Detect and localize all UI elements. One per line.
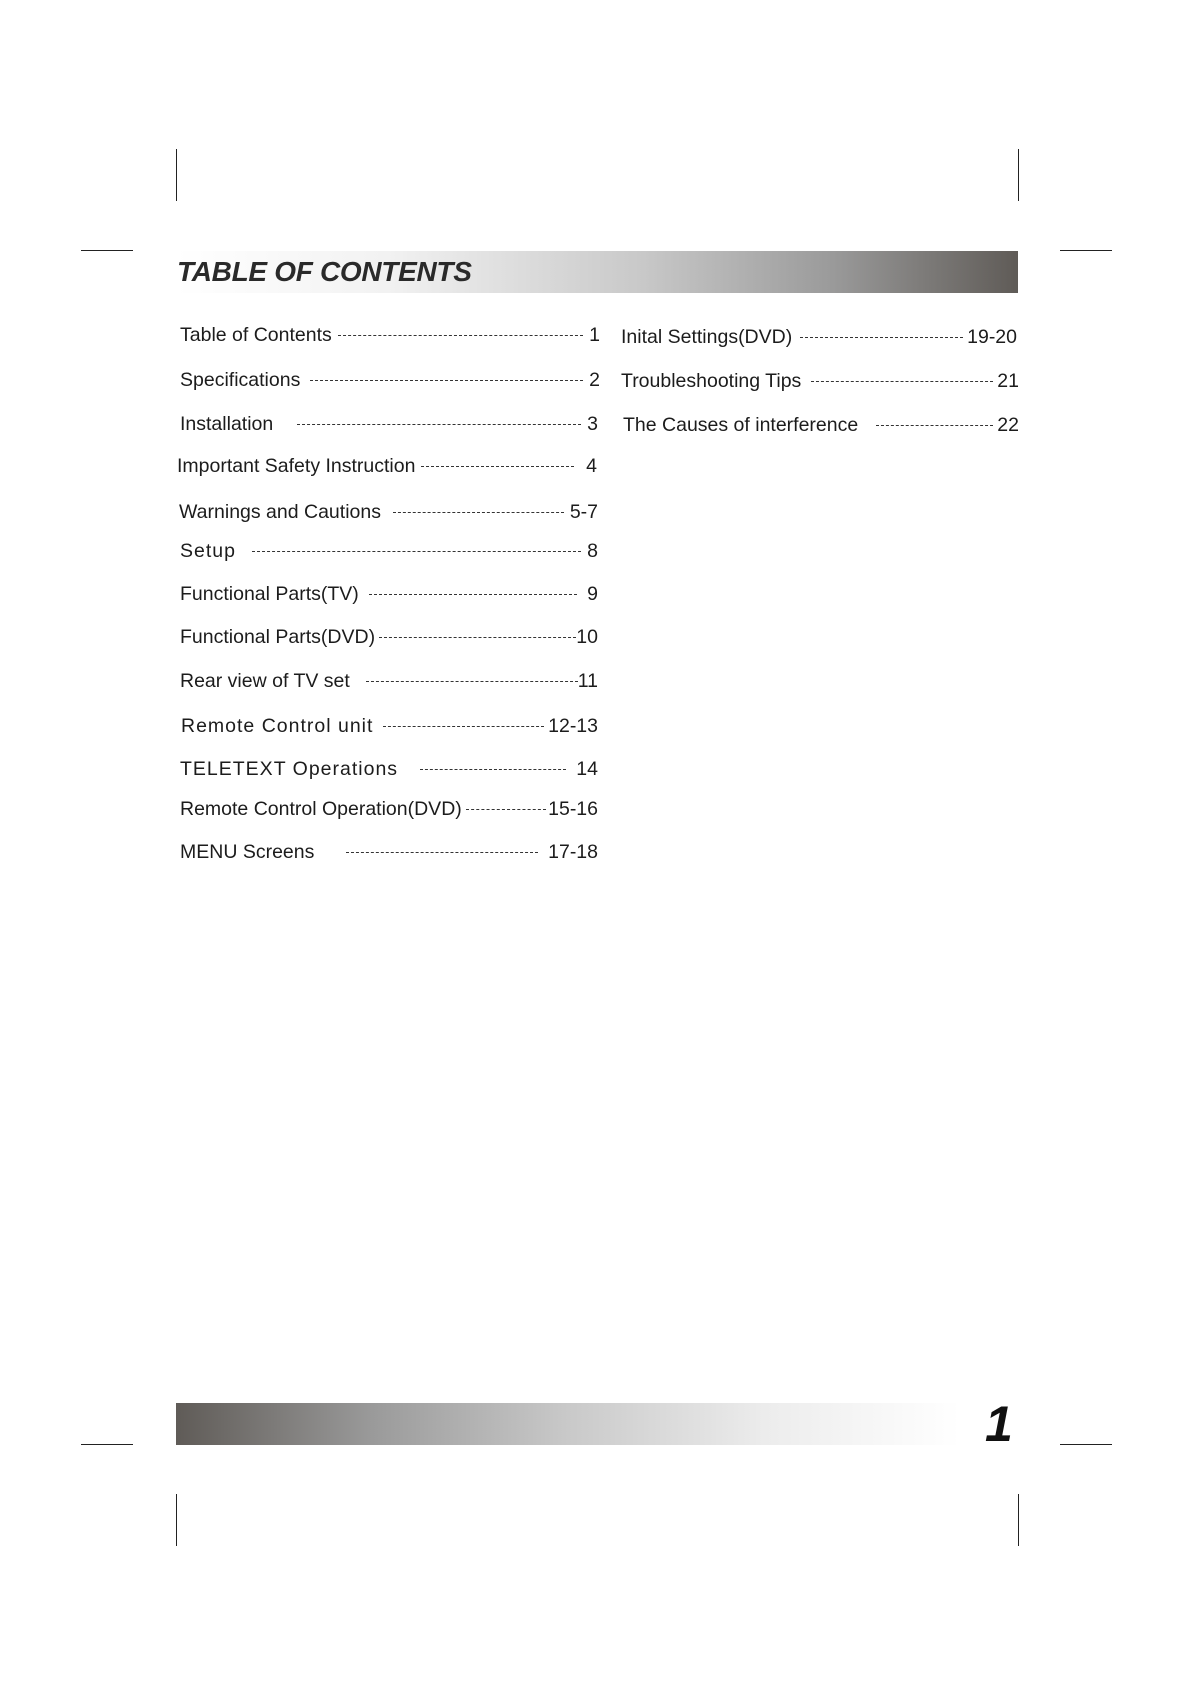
toc-dot-leader	[310, 380, 583, 381]
toc-entry-label: Installation	[180, 412, 274, 435]
toc-entry[interactable]	[179, 499, 598, 525]
page-number: 1	[985, 1396, 1013, 1452]
toc-entry-label: Functional Parts(TV)	[180, 582, 359, 605]
toc-entry[interactable]	[177, 453, 597, 479]
toc-entry-page: 5-7	[569, 500, 598, 523]
toc-entry[interactable]	[180, 538, 598, 564]
toc-dot-leader	[876, 425, 993, 426]
toc-entry[interactable]	[180, 796, 598, 822]
toc-dot-leader	[383, 726, 544, 727]
toc-entry-page: 19-20	[967, 325, 1017, 348]
toc-entry-page: 21	[997, 369, 1019, 392]
toc-entry[interactable]	[181, 713, 598, 739]
toc-entry-label: Important Safety Instruction	[177, 454, 416, 477]
toc-entry[interactable]	[180, 839, 598, 865]
toc-dot-leader	[379, 637, 576, 638]
toc-entry[interactable]	[180, 624, 598, 650]
toc-dot-leader	[811, 381, 993, 382]
toc-entry-label: Remote Control unit	[181, 714, 374, 737]
toc-dot-leader	[297, 424, 581, 425]
toc-entry-label: Table of Contents	[180, 323, 332, 346]
toc-entry-label: TELETEXT Operations	[180, 757, 399, 780]
toc-entry-label: The Causes of interference	[623, 413, 859, 436]
toc-entry-page: 4	[586, 454, 597, 477]
toc-entry[interactable]	[180, 581, 598, 607]
crop-mark-top-right	[1018, 149, 1019, 201]
crop-mark-bottom-left	[176, 1494, 177, 1546]
toc-entry[interactable]	[180, 411, 598, 437]
toc-dot-leader	[369, 594, 577, 595]
toc-entry-label: Remote Control Operation(DVD)	[180, 797, 462, 820]
toc-dot-leader	[252, 551, 581, 552]
toc-dot-leader	[366, 681, 578, 682]
toc-entry[interactable]	[180, 367, 600, 393]
toc-entry-page: 10	[576, 625, 598, 648]
toc-entry-page: 1	[589, 323, 600, 346]
toc-entry[interactable]	[180, 756, 598, 782]
toc-dot-leader	[421, 466, 574, 467]
crop-mark-right-lower	[1060, 1444, 1112, 1445]
toc-entry[interactable]	[621, 368, 1019, 394]
toc-entry[interactable]	[180, 322, 600, 348]
toc-entry-page: 9	[587, 582, 598, 605]
toc-entry-page: 2	[589, 368, 600, 391]
toc-entry-page: 8	[587, 539, 598, 562]
toc-dot-leader	[800, 337, 963, 338]
toc-entry[interactable]	[623, 412, 1019, 438]
toc-entry-label: Troubleshooting Tips	[621, 369, 802, 392]
toc-entry-label: Inital Settings(DVD)	[621, 325, 793, 348]
toc-entry-label: Setup	[180, 539, 236, 562]
toc-entry-label: Specifications	[180, 368, 301, 391]
toc-entry-page: 14	[576, 757, 598, 780]
toc-entry-label: MENU Screens	[180, 840, 315, 863]
crop-mark-left-upper	[81, 250, 133, 251]
page-title: TABLE OF CONTENTS	[177, 256, 472, 287]
toc-entry-label: Warnings and Cautions	[179, 500, 381, 523]
crop-mark-top-left	[176, 149, 177, 201]
toc-entry-page: 15-16	[548, 797, 598, 820]
toc-entry[interactable]	[621, 324, 1017, 350]
toc-dot-leader	[338, 335, 583, 336]
toc-entry[interactable]	[180, 668, 598, 694]
crop-mark-left-lower	[81, 1444, 133, 1445]
footer-gradient-bar	[176, 1403, 960, 1445]
toc-entry-label: Functional Parts(DVD)	[180, 625, 376, 648]
toc-entry-page: 3	[587, 412, 598, 435]
toc-entry-page: 12-13	[548, 714, 598, 737]
toc-entry-page: 22	[997, 413, 1019, 436]
toc-dot-leader	[466, 809, 546, 810]
crop-mark-bottom-right	[1018, 1494, 1019, 1546]
toc-entry-page: 17-18	[548, 840, 598, 863]
toc-dot-leader	[420, 769, 566, 770]
toc-entry-page: 11	[577, 669, 598, 692]
toc-entry-label: Rear view of TV set	[180, 669, 350, 692]
crop-mark-right-upper	[1060, 250, 1112, 251]
toc-dot-leader	[393, 512, 564, 513]
toc-dot-leader	[346, 852, 538, 853]
